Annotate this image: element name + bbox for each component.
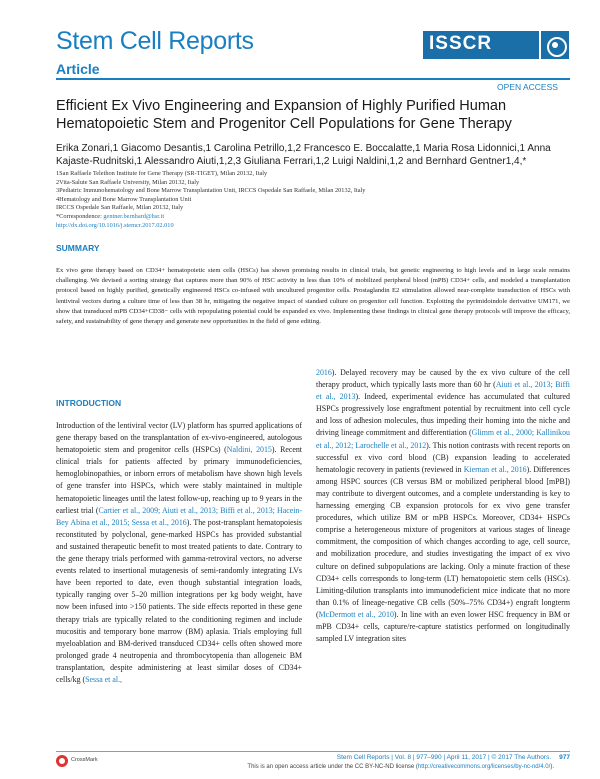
citation-text: Stem Cell Reports | Vol. 8 | 977–990 | April 11, 2017 | © 2017 The Authors.	[336, 754, 552, 761]
reference-link[interactable]: 2016	[316, 368, 332, 377]
header-rule	[56, 78, 570, 80]
isscr-logo-text[interactable]: ISSCR	[423, 31, 539, 59]
article-title: Efficient Ex Vivo Engineering and Expansion of Highly Purified Human Hematopoietic Stem and Progenitor Cell Populations for Gene Therapy	[56, 98, 512, 132]
license-link[interactable]: http://creativecommons.org/licenses/by-nc-nd/4.0/	[417, 764, 551, 770]
body-text: ). Indeed, experimental evidence has accumulated that cultured HSPCs progressively lose engraftment potential by recruitment into cell cycle and loss of adhesion molecules, thus impeding their homing into the niche and driving lineage commitment and differentiation (	[316, 392, 571, 438]
affiliation-1: 1San Raffaele Telethon Institute for Gene Therapy (SR-TIGET), Milan 20132, Italy	[56, 170, 268, 177]
open-access-label: OPEN ACCESS	[497, 82, 558, 92]
body-text: ). In line with an even lower HSC frequency in BM or mPB CD34+ cells, capture/re-capture statistics performed on longitudinally sampled LV integration sites	[316, 609, 570, 644]
body-text: ). Delayed recovery may be caused by the ex vivo culture of the cell therapy product, which typically lasts more than 60 hr (	[316, 368, 570, 390]
affiliation-5: IRCCS Ospedale San Raffaele, Milan 20132, Italy	[56, 204, 184, 212]
footer-rule	[56, 751, 570, 752]
footer-license	[170, 764, 554, 770]
author-list: Erika Zonari,1 Giacomo Desantis,1 Carolina Petrillo,1,2 Francesco E. Boccalatte,1 Maria Rosa Lidonnici,1 Anna Kajaste-Rudnitski,1 Alessandro Aiuti,1,2,3 Giuliana Ferrari,1,2 Luigi Naldini,1,2 and Bernhard Gentner1,4,*	[56, 143, 551, 167]
introduction-right-column	[316, 367, 570, 645]
body-text: ). This notion contrasts with recent reports on successful ex vivo cord blood (CB) expansion leading to accelerated hematologic recovery in patients (reviewed in	[316, 440, 570, 474]
affiliation-3: 3Pediatric Immunohematology and Bone Marrow Transplantation Unit, IRCCS Ospedale San Raffaele, Milan 20132, Italy	[56, 187, 366, 195]
license-end: ).	[550, 764, 554, 770]
reference-link[interactable]: Kiernan et al., 2016	[463, 464, 527, 474]
body-text: ). Differences among HSPC sources (CB versus BM or mobilized peripheral blood [mPB]) may contribute to divergent outcomes, and a complete understanding is key to harnessing emerging CB expansion protocols for ex vivo gene transfer procedures, which utilize BM or mPB HSPCs. Moreover, CD34+ HSPCs comprise a heterogeneous mixture of progenitors at various stages of lineage commitment, the composition of which changes according to age, cell source, and mobilization procedure, and studies investigating the impact of ex vivo culture on defined subpopulations are lacking. Only a minute fraction of these CD34+ cells corresponds to long-term (LT) hematopoietic stem cells (HSCs). Limiting-dilution transplants into immunodeficient mice indicate that no more than 0.1% of lineage-negative CB cells (50%–75% CD34+) engraft longterm (	[316, 464, 570, 619]
reference-link[interactable]: Aiuti et al., 2013; Biffi et al., 2013	[316, 380, 570, 402]
journal-name: Stem Cell Reports	[56, 27, 254, 55]
affiliations	[56, 170, 566, 230]
isscr-emblem-icon	[541, 31, 569, 59]
reference-link[interactable]: McDermott et al., 2010	[318, 609, 394, 619]
license-text: This is an open access article under the CC BY-NC-ND license (	[247, 764, 418, 770]
reference-link[interactable]: Cartier et al., 2009; Aiuti et al., 2013; Biffi et al., 2013; Hacein-Bey Abina et al., 2015; Sessa et al., 2016	[56, 505, 302, 527]
correspondence	[56, 213, 566, 222]
introduction-heading: INTRODUCTION	[56, 398, 122, 408]
doi-link[interactable]: http://dx.doi.org/10.1016/j.stemcr.2017.02.010	[56, 221, 174, 229]
article-type: Article	[56, 61, 100, 77]
summary-heading: SUMMARY	[56, 243, 100, 253]
correspondence-email-link[interactable]: gentner.bernhard@hsr.it	[103, 212, 165, 220]
correspondence-label: *Correspondence:	[56, 212, 104, 220]
crossmark-icon[interactable]	[56, 755, 68, 767]
body-text: ). Recent clinical trials for patients affected by primary immunodeficiencies, hemoglobinopathies, or inborn errors of metabolism have shown high levels of gene transfer into HSPCs, which were stably maintained in multiple hematopoietic lineages until the latest follow-up, reaching up to 9 years in the earliest trial (	[56, 445, 302, 515]
affiliation-2: 2Vita-Salute San Raffaele University, Milan 20132, Italy	[56, 178, 200, 186]
introduction-left-column	[56, 420, 302, 686]
summary-text: Ex vivo gene therapy based on CD34+ hematopoietic stem cells (HSCs) has shown promising results in clinical trials, but genetic engineering to high levels and in large scale remains challenging. We devised a sorting strategy that captures more than 90% of HSC activity in less than 10% of mobilized peripheral blood (mPB) CD34+ cells, and modeled a transplantation protocol based on highly purified, genetically engineered HSCs co-infused with uncultured progenitor cells. Prostaglandin E2 stimulation allowed near-complete transduction of HSCs with lentiviral vectors during a culture time of less than 38 hr, mitigating the negative impact of standard culture on progenitor cell function. Exploiting the pyrimidoindole derivative UM171, we show that transduced mPB CD34+CD38− cells with repopulating potential could be expanded ex vivo. Implementing these findings in clinical gene therapy protocols will improve the efficacy, safety, and sustainability of gene therapy and generate new opportunities in the field of gene editing.	[56, 267, 570, 326]
body-text: Introduction of the lentiviral vector (LV) platform has spurred applications of gene therapy based on the transplantation of ex-vivo-engineered, autologous hematopoietic stem and progenitor cells (HSPCs) (	[56, 421, 302, 455]
reference-link[interactable]: Glimm et al., 2000; Kallinikou et al., 2012; Larochelle et al., 2012	[316, 428, 570, 450]
crossmark-label: CrossMark	[71, 757, 98, 763]
affiliation-4: 4Hematology and Bone Marrow Transplantation Unit	[56, 195, 192, 203]
reference-link[interactable]: Sessa et al.,	[85, 674, 122, 684]
footer-citation	[252, 754, 570, 761]
body-text: ). The post-transplant hematopoiesis reconstituted by polyclonal, gene-marked HSPCs has provided substantial and sustained therapeutic benefit to most treated patients to date. Contrary to the gene therapy trials performed with gamma-retroviral vectors, no adverse events related to insertional mutagenesis of semi-randomly integrating LVs have been reported to date, even though substantial integration loads, typically ranging over 5–20 million integrations per kg body weight, have now been infused into >150 patients. The side effects reported in these gene therapy trials are typically related to the conditioning regimen and include mucositis and temporary bone marrow (BM) aplasia. Trials employing full myeloablation and BM-derived transduced CD34+ cells often showed more prolonged grade 4 neutropenia and thrombocytopenia than allogeneic BM transplantation, despite administering at least similar doses of CD34+ cells/kg (	[56, 517, 302, 684]
reference-link[interactable]: Naldini, 2015	[226, 445, 272, 455]
page-number: 977	[559, 754, 570, 761]
